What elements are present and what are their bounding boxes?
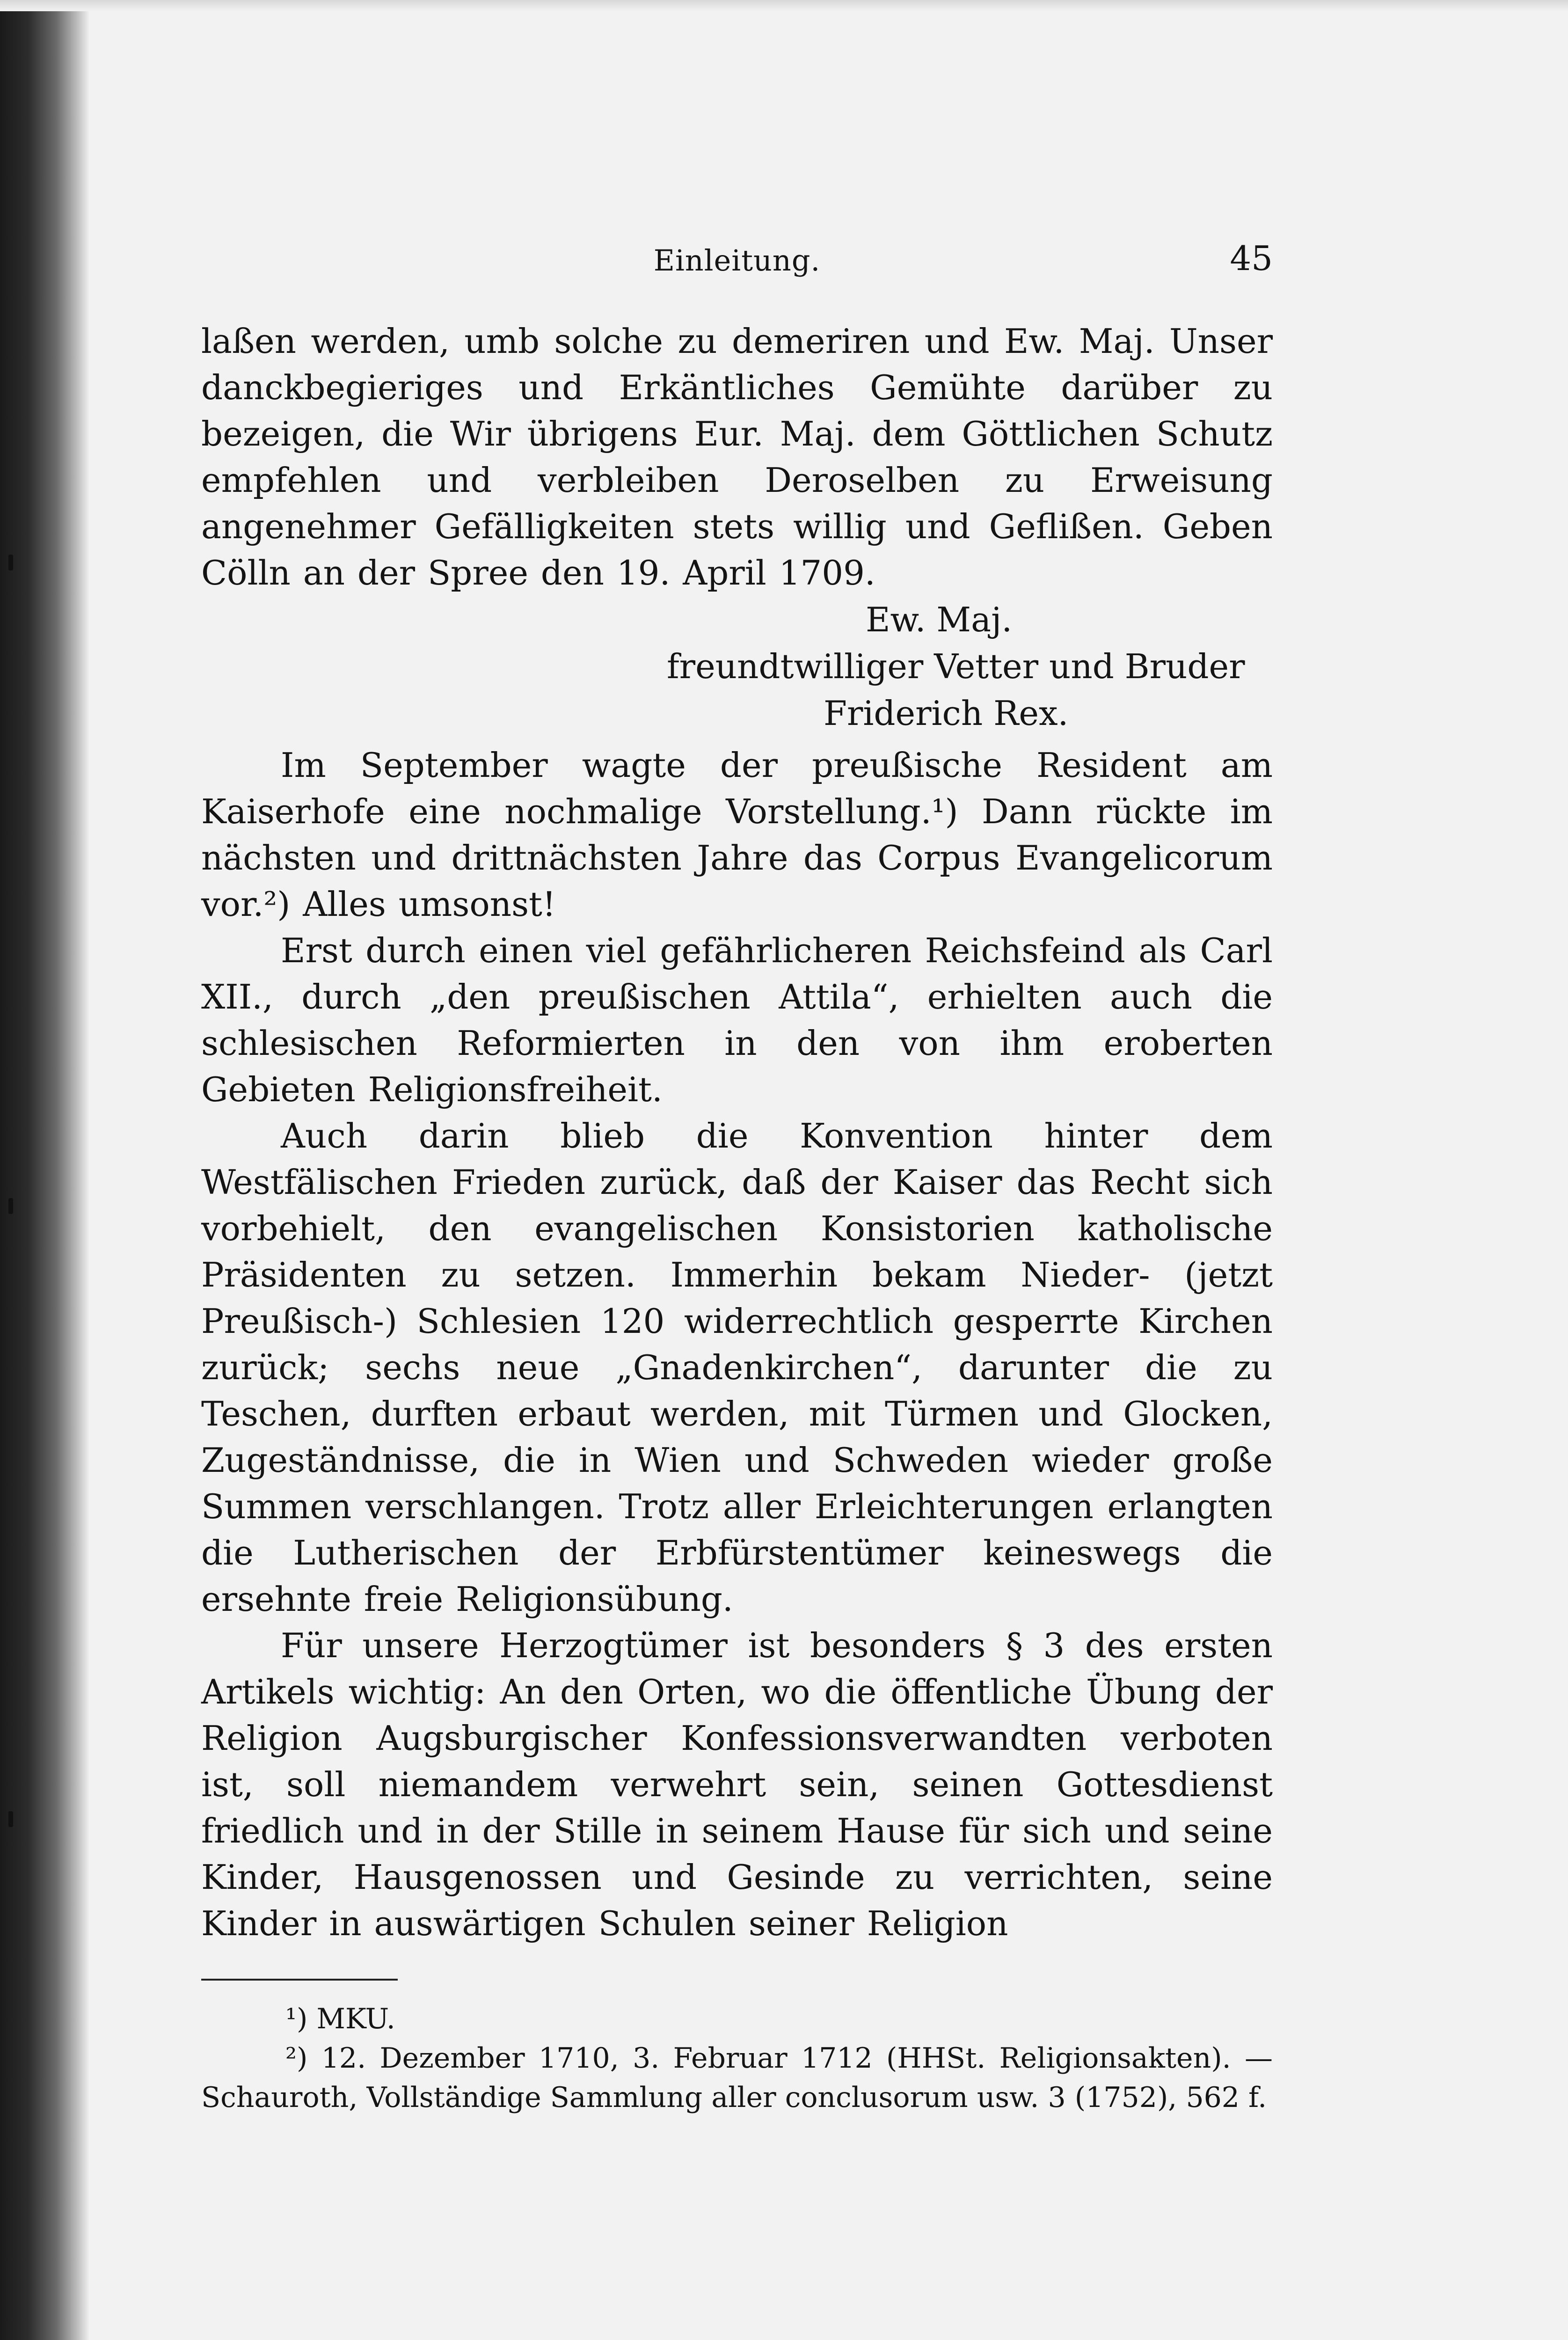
scan-binding-edge — [0, 0, 89, 2340]
footnote: ²) 12. Dezember 1710, 3. Februar 1712 (HHSt. Religionsakten). — Schauroth, Vollständige Sammlung aller conclusorum usw. 3 (1752), 562 f. — [201, 2042, 1273, 2114]
book-page — [201, 234, 1273, 2117]
scan-speck — [8, 555, 13, 570]
page-header — [201, 234, 1273, 285]
running-head: Einleitung. — [653, 243, 821, 278]
scan-speck — [8, 1811, 13, 1827]
signature-line: Friderich Rex. — [824, 694, 1069, 733]
page-number: 45 — [1230, 239, 1273, 278]
body-paragraph: Auch darin blieb die Konvention hinter dem Westfälischen Frieden zurück, daß der Kaiser das Recht sich vorbehielt, den evangelischen Konsistorien katholische Präsidenten zu setzen. Immerhin bekam Nieder- (jetzt Preußisch-) Schlesien 120 widerrechtlich gesperrte Kirchen zurück; sechs neue „Gnadenkirchen“, darunter die zu Teschen, durften erbaut werden, mit Türmen und Glocken, Zugeständnisse, die in Wien und Schweden wieder große Summen verschlangen. Trotz aller Erleichterungen erlangten die Lutherischen der Erbfürstentümer keineswegs die ersehnte freie Religionsübung. — [201, 1116, 1273, 1619]
letter-paragraph: laßen werden, umb solche zu demeriren und Ew. Maj. Unser danckbegieriges und Erkäntliches Gemühte darüber zu bezeigen, die Wir übrigens Eur. Maj. dem Göttlichen Schutz empfehlen und verbleiben Deroselben zu Erweisung angenehmer Gefälligkeiten stets willig und Geflißen. Geben Cölln an der Spree den 19. April 1709. — [201, 322, 1273, 592]
scan-speck — [8, 1198, 13, 1214]
salutation-line: Ew. Maj. — [866, 600, 1013, 639]
salutation-line: freundtwilliger Vetter und Bruder — [667, 647, 1245, 686]
body-paragraph: Erst durch einen viel gefährlicheren Reichsfeind als Carl XII., durch „den preußischen Attila“, erhielten auch die schlesischen Reformierten in den von ihm eroberten Gebieten Religionsfreiheit. — [201, 931, 1273, 1109]
footnote-divider — [201, 1979, 398, 1981]
body-paragraph: Für unsere Herzogtümer ist besonders § 3 des ersten Artikels wichtig: An den Orten, wo die öffentliche Übung der Religion Augsburgischer Konfessionsverwandten verboten ist, soll niemandem verwehrt sein, seinen Gottesdienst friedlich und in der Stille in seinem Hause für sich und seine Kinder, Hausgenossen und Gesinde zu verrichten, seine Kinder in auswärtigen Schulen seiner Religion — [201, 1626, 1273, 1943]
body-text — [201, 318, 1273, 1947]
body-paragraph: Im September wagte der preußische Resident am Kaiserhofe eine nochmalige Vorstellung.¹) Dann rückte im nächsten und drittnächsten Jahre das Corpus Evangelicorum vor.²) Alles umsonst! — [201, 746, 1273, 924]
scan-top-edge — [0, 0, 1568, 11]
footnote: ¹) MKU. — [285, 2003, 395, 2035]
